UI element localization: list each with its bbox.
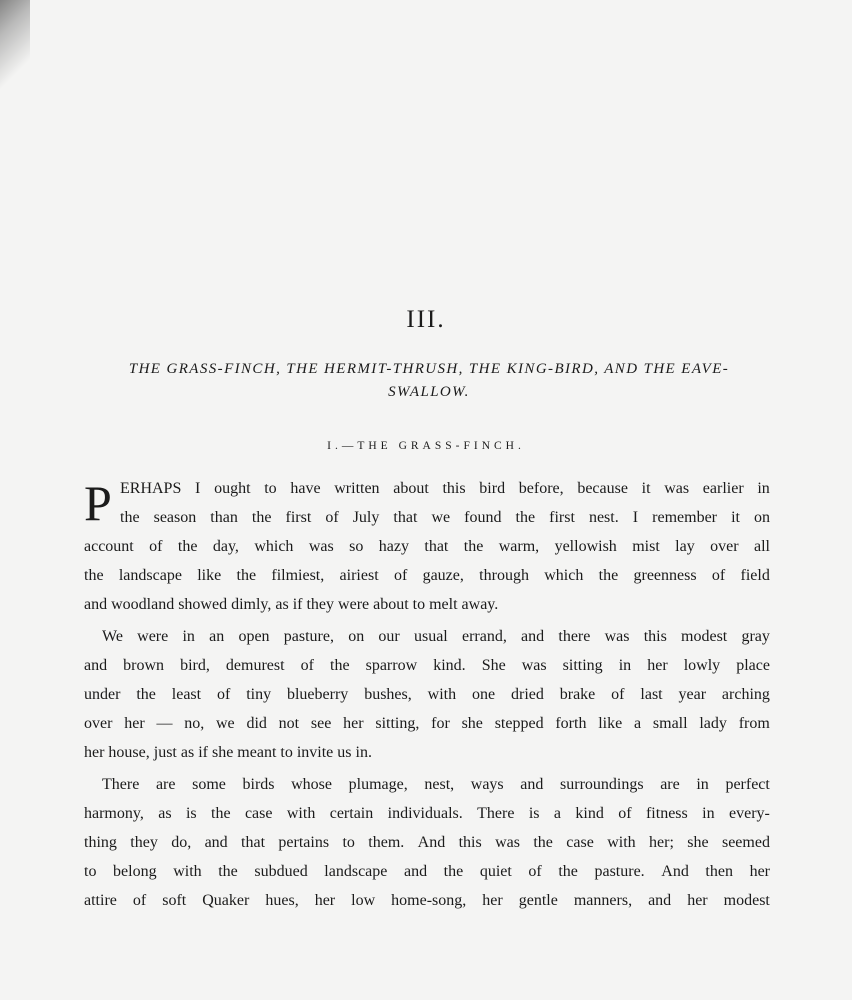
paragraph	[84, 474, 770, 619]
section-heading: I.—THE GRASS-FINCH.	[327, 440, 525, 452]
text-line: to belong with the subdued landscape and the quiet of the pasture. And then her	[84, 863, 770, 880]
chapter-title	[84, 358, 774, 404]
text-line: and woodland showed dimly, as if they were about to melt away.	[84, 596, 499, 613]
text-line: the season than the first of July that we found the first nest. I remember it on	[120, 509, 770, 526]
text-line: her house, just as if she meant to invite us in.	[84, 744, 372, 761]
chapter-title-line-2: SWALLOW.	[388, 384, 470, 400]
text-line: and brown bird, demurest of the sparrow kind. She was sitting in her lowly place	[84, 657, 770, 674]
text-line: We were in an open pasture, on our usual errand, and there was this modest gray	[102, 628, 770, 645]
text-line: There are some birds whose plumage, nest, ways and surroundings are in perfect	[102, 776, 770, 793]
drop-cap: P	[84, 475, 112, 531]
body-text	[84, 474, 770, 915]
text-line: ERHAPS I ought to have written about this bird before, because it was earlier in	[120, 480, 770, 497]
paragraph	[84, 770, 770, 915]
text-line: account of the day, which was so hazy that the warm, yellowish mist lay over all	[84, 538, 770, 555]
text-line: over her — no, we did not see her sitting, for she stepped forth like a small lady from	[84, 715, 770, 732]
chapter-number: III.	[406, 306, 446, 333]
text-line: under the least of tiny blueberry bushes, with one dried brake of last year arching	[84, 686, 770, 703]
text-line: the landscape like the filmiest, airiest of gauze, through which the greenness of field	[84, 567, 770, 584]
page-edge-shadow	[0, 0, 30, 90]
text-line: harmony, as is the case with certain individuals. There is a kind of fitness in every-	[84, 805, 770, 822]
paragraph	[84, 622, 770, 767]
text-line: thing they do, and that pertains to them. And this was the case with her; she seemed	[84, 834, 770, 851]
text-line: attire of soft Quaker hues, her low home-song, her gentle manners, and her modest	[84, 892, 770, 909]
chapter-title-line-1: THE GRASS-FINCH, THE HERMIT-THRUSH, THE KING-BIRD, AND THE EAVE-	[128, 361, 730, 377]
